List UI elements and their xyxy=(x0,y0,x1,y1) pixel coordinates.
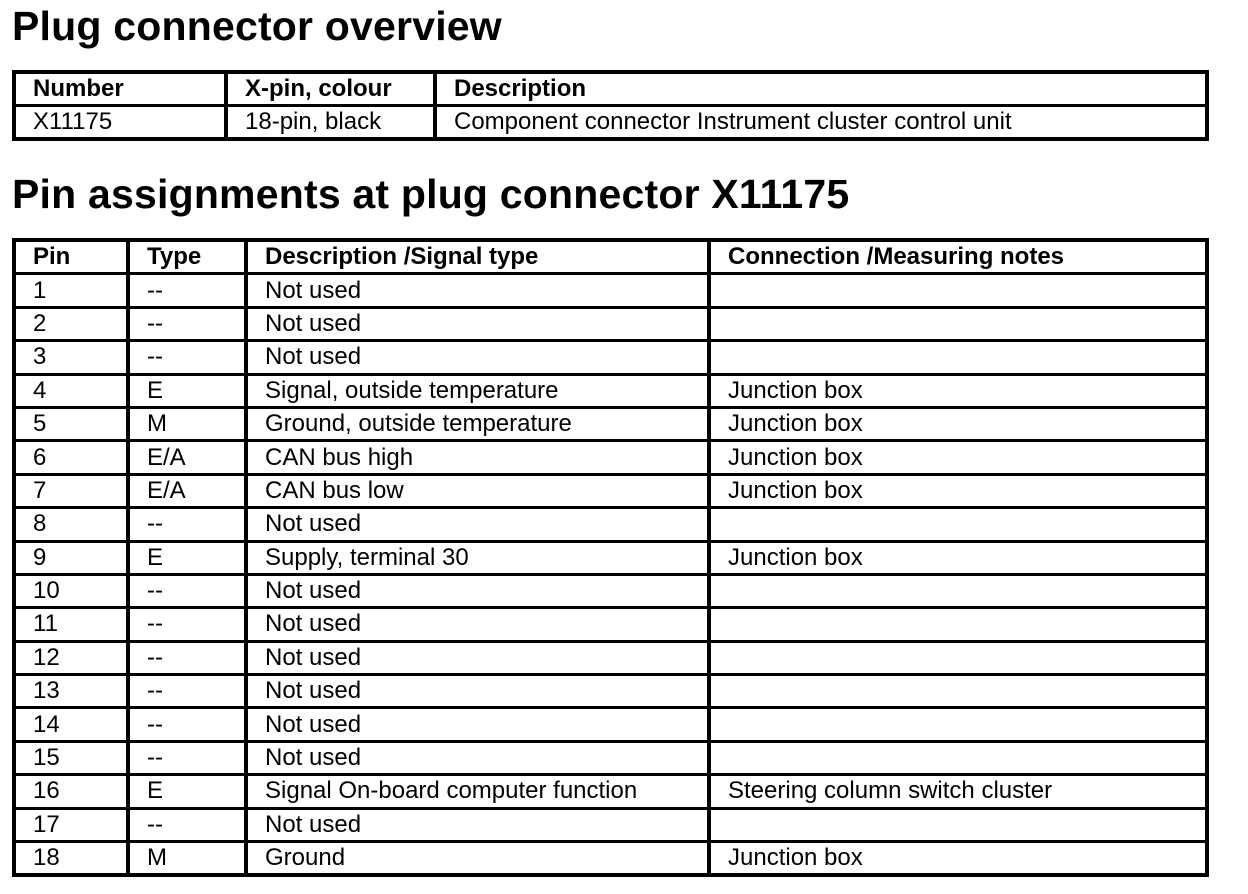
cell-connection-notes xyxy=(709,341,1207,374)
cell-signal-description: CAN bus low xyxy=(246,474,709,507)
cell-pin: 2 xyxy=(14,307,128,340)
table-row xyxy=(14,842,1207,876)
cell-pin: 7 xyxy=(14,474,128,507)
cell-type: -- xyxy=(128,741,246,774)
cell-connection-notes xyxy=(709,574,1207,607)
pin-rows xyxy=(14,274,1207,876)
table-row xyxy=(14,474,1207,507)
header-type: Type xyxy=(128,240,246,274)
cell-signal-description: Not used xyxy=(246,741,709,774)
cell-connection-notes xyxy=(709,708,1207,741)
cell-pin: 14 xyxy=(14,708,128,741)
pin-assignments-title: Pin assignments at plug connector X11175 xyxy=(12,171,850,217)
table-row xyxy=(14,741,1207,774)
table-row xyxy=(14,307,1207,340)
table-row xyxy=(14,508,1207,541)
header-signal-description: Description /Signal type xyxy=(246,240,709,274)
cell-signal-description: Not used xyxy=(246,508,709,541)
cell-connection-notes xyxy=(709,274,1207,307)
table-row xyxy=(14,808,1207,841)
header-number: Number xyxy=(33,75,124,102)
cell-pin: 18 xyxy=(14,842,128,876)
cell-type: -- xyxy=(128,341,246,374)
cell-signal-description: Not used xyxy=(246,708,709,741)
table-row xyxy=(14,574,1207,607)
cell-connection-notes: Junction box xyxy=(709,541,1207,574)
cell-signal-description: Not used xyxy=(246,641,709,674)
table-row xyxy=(14,274,1207,307)
cell-connection-notes xyxy=(709,608,1207,641)
table-row xyxy=(14,106,1207,140)
header-connection-notes: Connection /Measuring notes xyxy=(709,240,1207,274)
cell-connection-notes: Junction box xyxy=(709,441,1207,474)
cell-connection-notes xyxy=(709,508,1207,541)
cell-signal-description: Signal, outside temperature xyxy=(246,374,709,407)
cell-type: E/A xyxy=(128,441,246,474)
cell-type: E/A xyxy=(128,474,246,507)
cell-type: -- xyxy=(128,675,246,708)
table-row xyxy=(14,341,1207,374)
table-row xyxy=(14,407,1207,440)
cell-signal-description: CAN bus high xyxy=(246,441,709,474)
table-row xyxy=(14,541,1207,574)
cell-pin: 13 xyxy=(14,675,128,708)
cell-pin: 6 xyxy=(14,441,128,474)
cell-type: -- xyxy=(128,641,246,674)
cell-signal-description: Ground xyxy=(246,842,709,876)
header-pin: Pin xyxy=(33,243,71,271)
cell-connection-notes xyxy=(709,641,1207,674)
cell-signal-description: Not used xyxy=(246,675,709,708)
cell-type: -- xyxy=(128,574,246,607)
cell-type: -- xyxy=(128,307,246,340)
cell-pin: 17 xyxy=(14,808,128,841)
cell-signal-description: Not used xyxy=(246,608,709,641)
overview-table xyxy=(12,70,1209,141)
table-header-row xyxy=(14,72,1207,106)
cell-connection-notes xyxy=(709,808,1207,841)
cell-signal-description: Not used xyxy=(246,307,709,340)
cell-type: -- xyxy=(128,508,246,541)
cell-connection-notes: Junction box xyxy=(709,374,1207,407)
cell-connection-notes: Junction box xyxy=(709,474,1207,507)
cell-type: -- xyxy=(128,808,246,841)
cell-connection-notes: Junction box xyxy=(709,407,1207,440)
cell-signal-description: Not used xyxy=(246,574,709,607)
cell-signal-description: Not used xyxy=(246,341,709,374)
cell-pin: 16 xyxy=(14,775,128,808)
table-row xyxy=(14,641,1207,674)
cell-type: E xyxy=(128,374,246,407)
cell-pin: 11 xyxy=(14,608,128,641)
cell-signal-description: Signal On-board computer function xyxy=(246,775,709,808)
cell-type: E xyxy=(128,775,246,808)
cell-type: -- xyxy=(128,274,246,307)
cell-pin: 8 xyxy=(14,508,128,541)
table-row xyxy=(14,708,1207,741)
cell-pin: 15 xyxy=(14,741,128,774)
header-description: Description xyxy=(435,72,1207,106)
cell-number: X11175 xyxy=(14,106,226,140)
cell-type: M xyxy=(128,842,246,876)
pin-assignments-table xyxy=(12,238,1209,877)
cell-signal-description: Not used xyxy=(246,808,709,841)
cell-signal-description: Not used xyxy=(246,274,709,307)
cell-pin: 12 xyxy=(14,641,128,674)
cell-type: -- xyxy=(128,708,246,741)
overview-title: Plug connector overview xyxy=(12,3,502,49)
cell-pin: 5 xyxy=(14,407,128,440)
table-row xyxy=(14,675,1207,708)
cell-pin: 10 xyxy=(14,574,128,607)
cell-signal-description: Ground, outside temperature xyxy=(246,407,709,440)
cell-connection-notes xyxy=(709,307,1207,340)
cell-connection-notes: Junction box xyxy=(709,842,1207,876)
cell-signal-description: Supply, terminal 30 xyxy=(246,541,709,574)
cell-type: -- xyxy=(128,608,246,641)
cell-pin: 3 xyxy=(14,341,128,374)
table-row xyxy=(14,441,1207,474)
table-row xyxy=(14,608,1207,641)
cell-description: Component connector Instrument cluster control unit xyxy=(435,106,1207,140)
table-row xyxy=(14,374,1207,407)
table-row xyxy=(14,775,1207,808)
cell-connection-notes xyxy=(709,675,1207,708)
cell-x-pin-colour: 18-pin, black xyxy=(226,106,435,140)
cell-type: M xyxy=(128,407,246,440)
cell-connection-notes: Steering column switch cluster xyxy=(709,775,1207,808)
cell-pin: 4 xyxy=(14,374,128,407)
cell-pin: 1 xyxy=(14,274,128,307)
cell-connection-notes xyxy=(709,741,1207,774)
cell-type: E xyxy=(128,541,246,574)
header-x-pin-colour: X-pin, colour xyxy=(226,72,435,106)
table-header-row xyxy=(14,240,1207,274)
cell-pin: 9 xyxy=(14,541,128,574)
